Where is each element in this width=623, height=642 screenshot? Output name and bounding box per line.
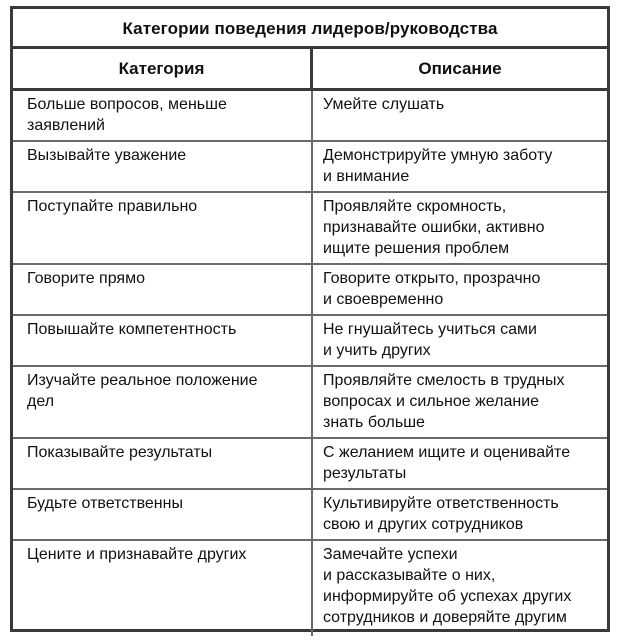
category-cell: Будьте ответственны <box>13 490 313 539</box>
description-cell: Умейте слушать <box>323 96 445 113</box>
description-cell: Не гнушайтесь учиться сами и учить других <box>323 321 537 359</box>
column-header-description: Описание <box>418 59 502 78</box>
category-cell: Больше вопросов, меньше заявлений <box>13 91 313 140</box>
description-cell: Культивируйте ответственность свою и других сотрудников <box>323 495 559 533</box>
column-header-category: Категория <box>13 49 313 88</box>
description-cell: Замечайте успехи и рассказывайте о них, информируйте об успехах других сотрудников и доверяйте другим <box>323 546 572 626</box>
table-row <box>13 439 607 490</box>
leadership-table <box>10 6 610 632</box>
table-row <box>13 316 607 367</box>
table-row <box>13 265 607 316</box>
table-header-row <box>13 49 607 91</box>
category-cell: Повышайте компетентность <box>13 316 313 365</box>
table-row <box>13 367 607 439</box>
description-cell: Демонстрируйте умную заботу и внимание <box>323 147 553 185</box>
table-row <box>13 193 607 265</box>
category-cell: Говорите прямо <box>13 265 313 314</box>
table-row <box>13 541 607 636</box>
category-cell: Показывайте результаты <box>13 439 313 488</box>
description-cell: Проявляйте скромность, признавайте ошибки, активно ищите решения проблем <box>323 198 545 257</box>
description-cell: С желанием ищите и оценивайте результаты <box>323 444 571 482</box>
category-cell: Изучайте реальное положение дел <box>13 367 313 437</box>
table-row <box>13 142 607 193</box>
table-body <box>13 49 607 636</box>
description-cell: Говорите открыто, прозрачно и своевременно <box>323 270 541 308</box>
category-cell: Цените и признавайте других <box>13 541 313 636</box>
category-cell: Вызывайте уважение <box>13 142 313 191</box>
table-row <box>13 91 607 142</box>
table-title: Категории поведения лидеров/руководства <box>13 9 607 49</box>
category-cell: Поступайте правильно <box>13 193 313 263</box>
table-row <box>13 490 607 541</box>
description-cell: Проявляйте смелость в трудных вопросах и сильное желание знать больше <box>323 372 565 431</box>
